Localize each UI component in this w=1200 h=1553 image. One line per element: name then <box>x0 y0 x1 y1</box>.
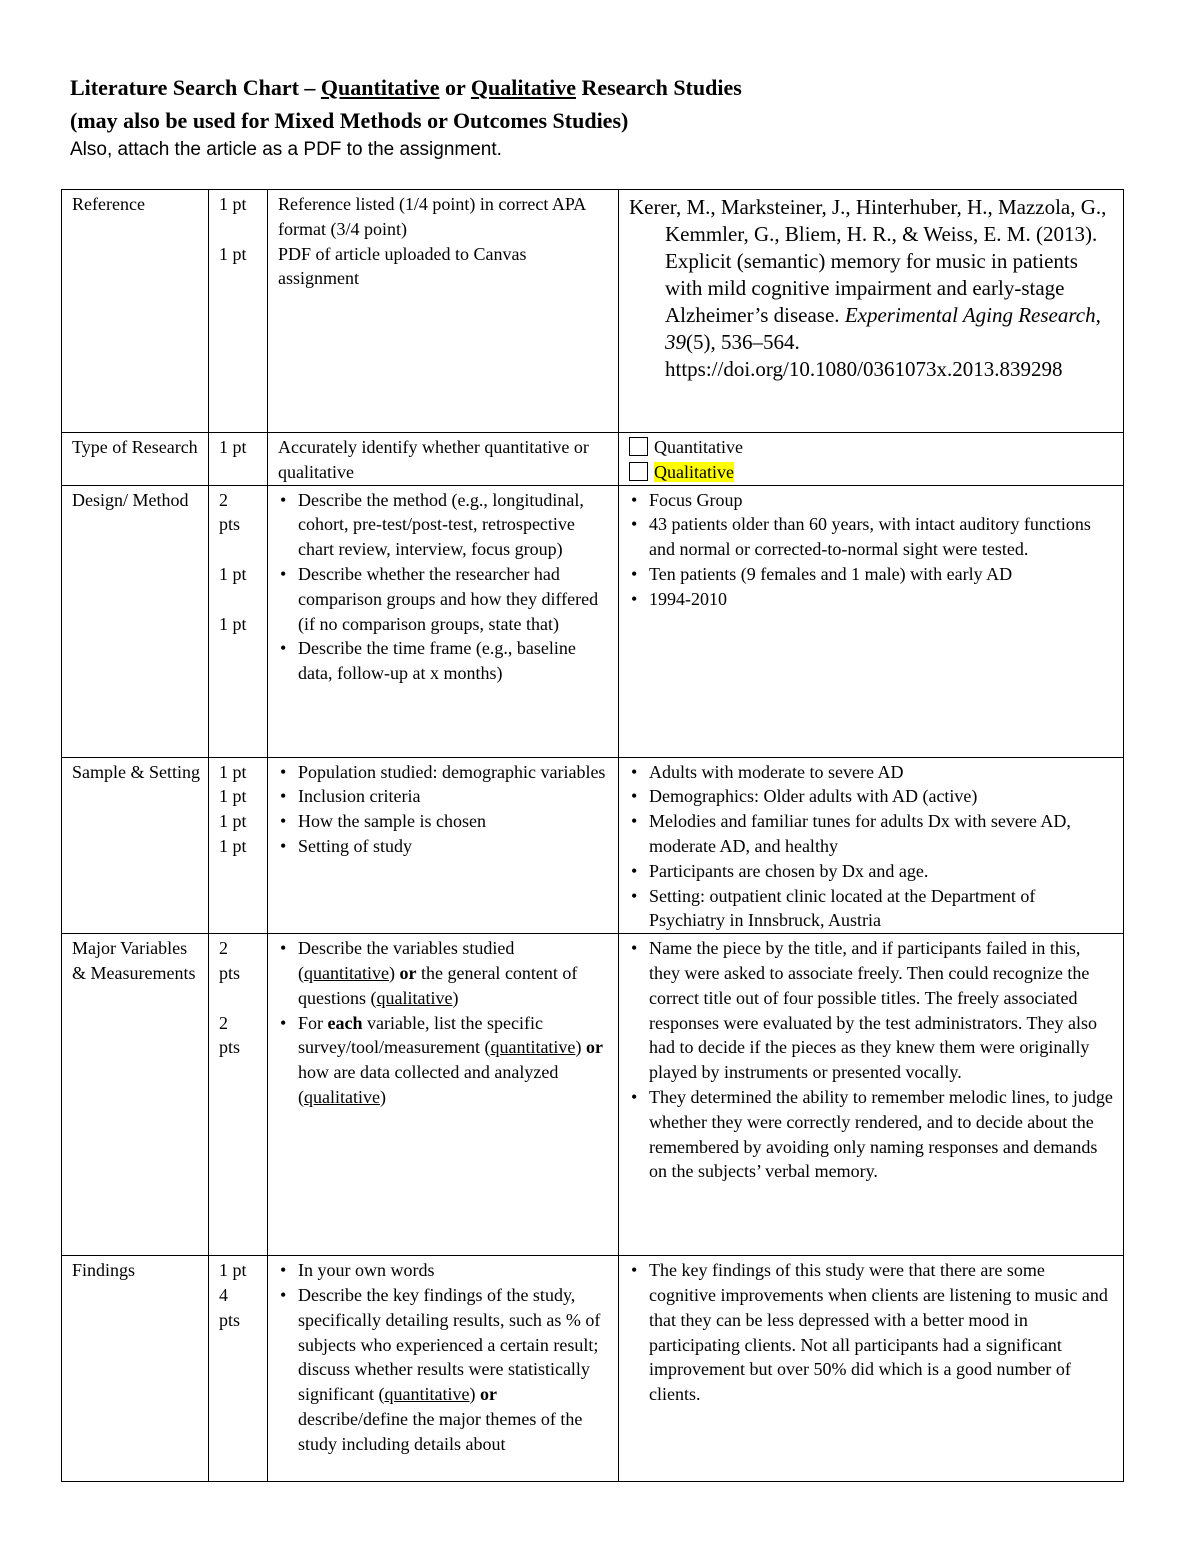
list-item <box>278 1283 610 1457</box>
row-label: Findings <box>62 1256 209 1482</box>
page-subtitle: (may also be used for Mixed Methods or Outcomes Studies) <box>70 108 629 133</box>
text-segment: ) <box>452 987 459 1008</box>
answer-cell <box>619 757 1124 934</box>
text-segment: Describe the key findings of the study, specifically detailing results, such as % of subjects who experienced a certain result; discuss whether results were statistically significant ( <box>298 1284 601 1405</box>
citation-journal: Experimental Aging Research <box>844 303 1096 327</box>
row-findings <box>62 1256 1124 1482</box>
text-segment: ) <box>575 1037 586 1058</box>
row-label: Design/ Method <box>62 485 209 757</box>
text-or: or <box>399 962 417 983</box>
list-item: • Describe the time frame (e.g., baseline data, follow-up at x months) <box>278 636 610 686</box>
option-qualitative[interactable] <box>629 460 1115 485</box>
list-item: • Describe the method (e.g., longitudinal, cohort, pre-test/post-test, retrospective chart review, interview, focus group) <box>278 488 610 562</box>
criteria-cell <box>268 190 619 433</box>
list-item: • Population studied: demographic variables <box>278 760 610 785</box>
row-reference <box>62 190 1124 433</box>
points-cell: 1 pt 1 pt <box>209 190 268 433</box>
row-label: Sample & Setting <box>62 757 209 934</box>
citation-separator: , <box>1095 303 1101 327</box>
checkbox-icon[interactable] <box>629 462 648 481</box>
title-qualitative: Qualitative <box>470 75 576 100</box>
instruction-note: Also, attach the article as a PDF to the assignment. <box>70 139 502 160</box>
list-item: • Describe whether the researcher had comparison groups and how they differed (if no comparison groups, state that) <box>278 562 610 636</box>
row-design-method <box>62 485 1124 757</box>
criteria-cell <box>268 757 619 934</box>
row-label: Reference <box>62 190 209 433</box>
text-quantitative: quantitative <box>384 1384 470 1405</box>
criteria-text: Reference listed (1/4 point) in correct APA format (3/4 point) <box>278 194 586 239</box>
text-each: each <box>327 1012 363 1033</box>
list-item: • Name the piece by the title, and if participants failed in this, they were asked to associate freely. Then could recognize the correct title out of four possible titles. The freely associated responses were evaluated by the test administrators. They also had to decide if the pieces as they knew them were originally played by instruments or presented vocally. <box>629 936 1115 1085</box>
list-item: • How the sample is chosen <box>278 809 610 834</box>
list-item: • Focus Group <box>629 488 1115 513</box>
text-segment: ) <box>388 962 400 983</box>
text-or: or <box>479 1384 497 1405</box>
text-quantitative: quantitative <box>490 1037 576 1058</box>
list-item: • Ten patients (9 females and 1 male) with early AD <box>629 562 1115 587</box>
list-item: • Setting of study <box>278 834 610 859</box>
row-label: Type of Research <box>62 433 209 486</box>
text-segment: variable, list the specific survey/tool/measurement ( <box>298 1012 543 1058</box>
points-cell: 2 pts 1 pt 1 pt <box>209 485 268 757</box>
text-segment: how are data collected and analyzed ( <box>298 1062 559 1107</box>
citation-pages-doi: (5), 536–564. https://doi.org/10.1080/0361073x.2013.839298 <box>665 330 1063 381</box>
text-segment: describe/define the major themes of the study including details about <box>298 1408 583 1454</box>
row-label: Major Variables & Measurements <box>62 934 209 1256</box>
title-text: Literature Search Chart – <box>70 75 321 100</box>
page-title <box>70 72 742 104</box>
title-or: or <box>439 75 471 100</box>
points-cell: 1 pt 4 pts <box>209 1256 268 1482</box>
list-item: • Participants are chosen by Dx and age. <box>629 859 1115 884</box>
text-segment: For <box>298 1012 328 1033</box>
row-variables-measurements <box>62 934 1124 1256</box>
list-item: • Inclusion criteria <box>278 784 610 809</box>
points-cell: 1 pt <box>209 433 268 486</box>
row-sample-setting <box>62 757 1124 934</box>
answer-cell <box>619 934 1124 1256</box>
list-item <box>278 1011 610 1110</box>
list-item: • 1994-2010 <box>629 587 1115 612</box>
points-cell: 1 pt 1 pt 1 pt 1 pt <box>209 757 268 934</box>
text-quantitative: quantitative <box>304 962 389 983</box>
text-or: or <box>585 1037 603 1058</box>
option-quantitative[interactable] <box>629 435 1115 460</box>
answer-cell <box>619 190 1124 433</box>
answer-cell <box>619 1256 1124 1482</box>
list-item: • Demographics: Older adults with AD (active) <box>629 784 1115 809</box>
checkbox-icon[interactable] <box>629 437 648 456</box>
row-type-of-research <box>62 433 1124 486</box>
literature-search-table <box>61 189 1124 1482</box>
list-item: • Melodies and familiar tunes for adults Dx with severe AD, moderate AD, and healthy <box>629 809 1115 859</box>
text-qualitative: qualitative <box>304 1086 380 1107</box>
text-qualitative: qualitative <box>376 987 453 1008</box>
title-suffix: Research Studies <box>575 75 742 100</box>
list-item: • The key findings of this study were that there are some cognitive improvements when clients are listening to music and that they can be less depressed with a better mood in participating clients. Not all participants had a significant improvement but over 50% did which is a good number of clients. <box>629 1258 1115 1407</box>
text-segment: ) <box>469 1384 480 1405</box>
criteria-cell: Accurately identify whether quantitative or qualitative <box>268 433 619 486</box>
text-segment: the general content of questions ( <box>298 962 578 1008</box>
citation <box>629 194 1115 383</box>
citation-volume: 39 <box>665 330 686 354</box>
citation-authors-title: Kerer, M., Marksteiner, J., Hinterhuber, H., Mazzola, G., Kemmler, G., Bliem, H. R., & Weiss, E. M. (2013). Explicit (semantic) memory for music in patients with mild cognitive impairment and early-stage Alzheimer’s disease. <box>629 195 1107 327</box>
list-item: • They determined the ability to remember melodic lines, to judge whether they were correctly rendered, and to decide about the remembered by avoiding only naming responses and demands on the subjects’ verbal memory. <box>629 1085 1115 1184</box>
list-item: • Adults with moderate to severe AD <box>629 760 1115 785</box>
criteria-text: PDF of article uploaded to Canvas assignment <box>278 243 527 289</box>
answer-cell <box>619 485 1124 757</box>
list-item: • 43 patients older than 60 years, with intact auditory functions and normal or corrected-to-normal sight were tested. <box>629 512 1115 562</box>
points-cell: 2 pts 2 pts <box>209 934 268 1256</box>
criteria-cell <box>268 934 619 1256</box>
text-segment: Describe the variables studied ( <box>298 938 515 983</box>
list-item: • Setting: outpatient clinic located at the Department of Psychiatry in Innsbruck, Austria <box>629 884 1115 934</box>
criteria-cell <box>268 1256 619 1482</box>
criteria-cell <box>268 485 619 757</box>
answer-cell <box>619 433 1124 486</box>
list-item: • In your own words <box>278 1258 610 1283</box>
option-label-highlighted: Qualitative <box>654 461 734 482</box>
option-label: Quantitative <box>654 437 743 457</box>
text-segment: ) <box>379 1086 386 1107</box>
list-item <box>278 936 610 1010</box>
title-quantitative: Quantitative <box>320 75 440 100</box>
